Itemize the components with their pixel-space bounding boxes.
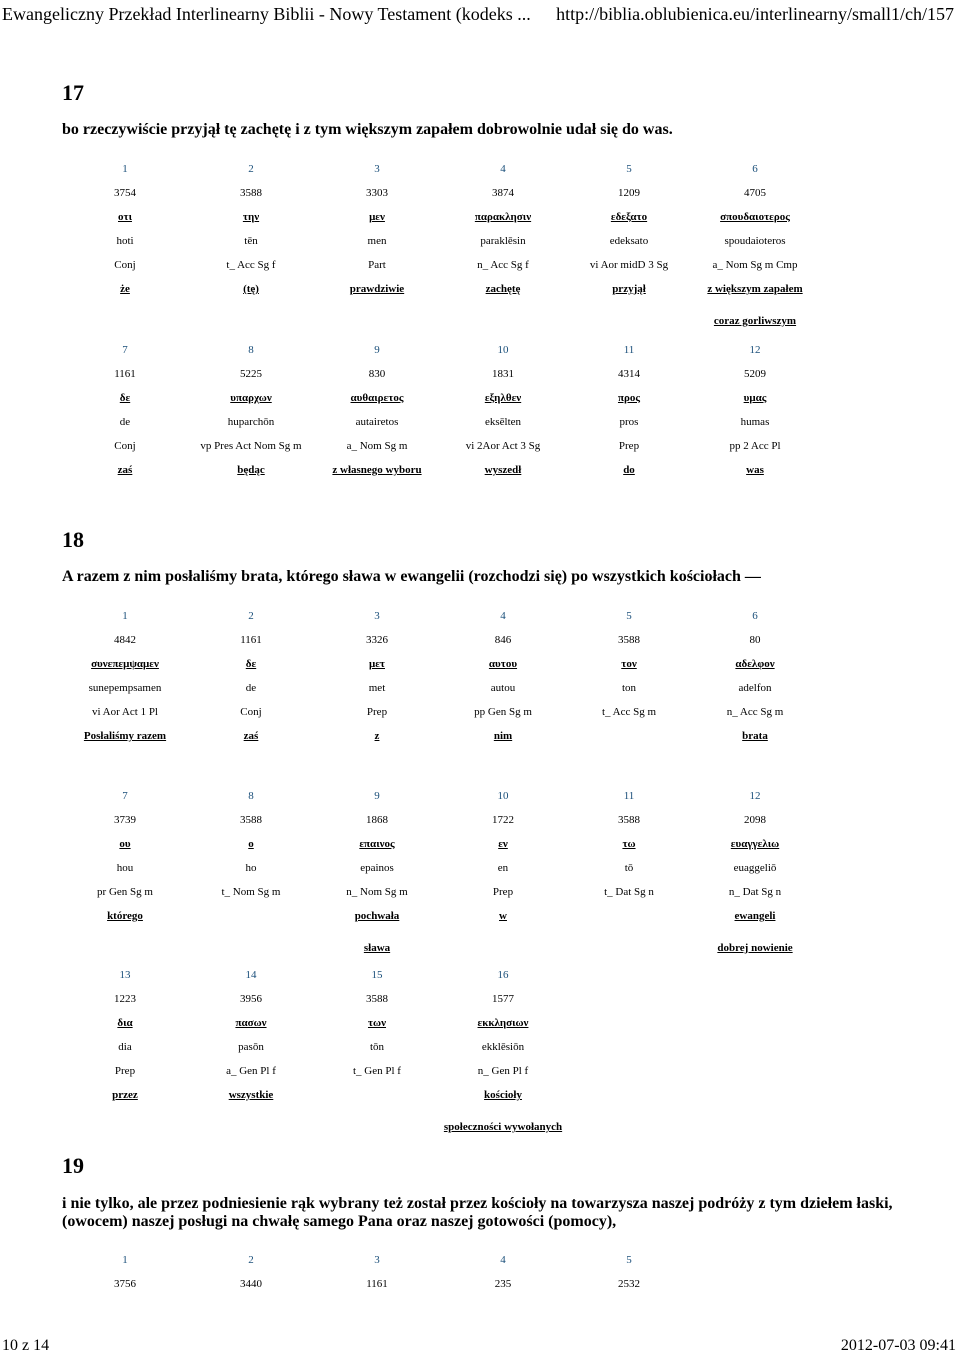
greek-word-row	[62, 832, 818, 856]
strong-number: 1868	[366, 814, 388, 826]
transliteration-row	[62, 1035, 818, 1059]
word-index: 2	[248, 610, 254, 622]
morphology: Conj	[114, 259, 136, 271]
polish-word-link[interactable]: w	[499, 910, 507, 922]
page-header-title: Ewangeliczny Przekład Interlinearny Biblii - Nowy Testament (kodeks ...	[2, 4, 531, 24]
morphology: t_ Nom Sg m	[221, 886, 281, 898]
morphology: Conj	[240, 706, 262, 718]
transliteration: de	[119, 416, 131, 428]
transliteration: humas	[740, 416, 770, 428]
polish-word-link[interactable]: wszystkie	[228, 1089, 274, 1101]
transliteration: men	[367, 235, 387, 247]
transliteration: ekklēsiōn	[481, 1041, 525, 1053]
strong-number: 3588	[240, 814, 262, 826]
greek-word-row	[62, 386, 818, 410]
transliteration: en	[497, 862, 509, 874]
morphology: a_ Nom Sg m Cmp	[712, 259, 798, 271]
word-index: 11	[623, 344, 635, 356]
interlinear-group	[62, 963, 818, 1139]
greek-word-link[interactable]: τω	[622, 838, 636, 850]
transliteration: sunepempsamen	[88, 682, 162, 694]
morphology: Conj	[114, 440, 136, 452]
greek-word-link[interactable]: υπαρχων	[230, 392, 272, 404]
word-index: 13	[119, 969, 131, 981]
word-index: 5	[626, 1254, 632, 1266]
page-header-url[interactable]: http://biblia.oblubienica.eu/interlinearny/small1/ch/157	[556, 4, 954, 24]
polish-word-link[interactable]: kościoły	[484, 1089, 522, 1101]
polish-word-link[interactable]: wyszedł	[484, 464, 522, 476]
morphology: vi Aor midD 3 Sg	[589, 259, 669, 271]
polish-word-link[interactable]: (tę)	[243, 283, 259, 295]
strong-number: 3874	[492, 187, 514, 199]
greek-word-link[interactable]: αυθαιρετος	[350, 392, 404, 404]
word-index: 8	[248, 344, 254, 356]
morphology: pp Gen Sg m	[474, 706, 532, 718]
transliteration: adelfon	[738, 682, 772, 694]
transliteration-row	[62, 410, 818, 434]
greek-word-link[interactable]: δια	[117, 1017, 133, 1029]
strong-number: 3754	[114, 187, 136, 199]
strong-number: 1161	[114, 368, 136, 380]
greek-word-link[interactable]: εδεξατο	[610, 211, 648, 223]
strong-number: 1223	[114, 993, 136, 1005]
interlinear-group	[62, 1248, 818, 1296]
word-index-row	[62, 1248, 818, 1272]
word-index: 4	[500, 610, 506, 622]
greek-word-link[interactable]: ο	[248, 838, 254, 850]
transliteration: ho	[245, 862, 257, 874]
interlinear-group	[62, 784, 818, 960]
strong-number: 1209	[618, 187, 640, 199]
strong-number: 3588	[366, 993, 388, 1005]
strong-number-row	[62, 628, 818, 652]
morphology: Prep	[366, 706, 388, 718]
word-index: 1	[122, 1254, 128, 1266]
polish-translation-row	[62, 277, 818, 301]
transliteration: dia	[118, 1041, 132, 1053]
polish-word-link[interactable]: że	[120, 283, 130, 295]
word-index: 5	[626, 163, 632, 175]
alternative-translation-row	[62, 309, 818, 333]
transliteration: pasōn	[238, 1041, 264, 1053]
verse-text: bo rzeczywiście przyjął tę zachętę i z tym większym zapałem dobrowolnie udał się do was.	[62, 121, 673, 138]
strong-number: 235	[494, 1278, 512, 1290]
morphology: pp 2 Acc Pl	[729, 440, 781, 452]
greek-word-link[interactable]: παρακλησιν	[474, 211, 532, 223]
word-index: 12	[749, 790, 761, 802]
strong-number: 5209	[744, 368, 766, 380]
morphology: t_ Gen Pl f	[353, 1065, 401, 1077]
alternative-translation-row	[62, 936, 818, 960]
greek-word-link[interactable]: ου	[119, 838, 131, 850]
morphology: a_ Nom Sg m	[346, 440, 408, 452]
greek-word-link[interactable]: τον	[621, 658, 637, 670]
word-index-row	[62, 963, 818, 987]
morphology-row	[62, 880, 818, 904]
greek-word-link[interactable]: οτι	[118, 211, 132, 223]
polish-word-link[interactable]: pochwała	[354, 910, 400, 922]
transliteration-row	[62, 229, 818, 253]
strong-number: 3756	[114, 1278, 136, 1290]
word-index: 3	[374, 1254, 380, 1266]
polish-word-link[interactable]: będąc	[237, 464, 265, 476]
interlinear-group	[62, 338, 818, 482]
word-index: 15	[371, 969, 383, 981]
polish-word-link[interactable]: was	[746, 464, 764, 476]
word-index: 2	[248, 1254, 254, 1266]
polish-word-link[interactable]: brata	[742, 730, 768, 742]
word-index-row	[62, 784, 818, 808]
strong-number: 3440	[240, 1278, 262, 1290]
polish-translation-row	[62, 904, 818, 928]
transliteration: epainos	[360, 862, 394, 874]
strong-number: 3588	[618, 634, 640, 646]
transliteration: tēn	[244, 235, 258, 247]
word-index: 11	[623, 790, 635, 802]
transliteration: autairetos	[355, 416, 399, 428]
transliteration: eksēlten	[484, 416, 522, 428]
greek-word-row	[62, 205, 818, 229]
word-index: 9	[374, 344, 380, 356]
alt-translation[interactable]: coraz gorliwszym	[713, 315, 797, 327]
word-index: 6	[752, 163, 758, 175]
greek-word-row	[62, 1011, 818, 1035]
transliteration: euaggeliō	[733, 862, 777, 874]
polish-word-link[interactable]: do	[623, 464, 635, 476]
morphology-row	[62, 700, 818, 724]
polish-word-link[interactable]: z większym zapałem	[707, 283, 803, 295]
word-index: 3	[374, 610, 380, 622]
word-index: 14	[245, 969, 257, 981]
greek-word-link[interactable]: συνεπεμψαμεν	[91, 658, 159, 670]
strong-number: 1722	[492, 814, 514, 826]
greek-word-link[interactable]: αυτου	[488, 658, 518, 670]
morphology: n_ Nom Sg m	[346, 886, 408, 898]
morphology-row	[62, 253, 818, 277]
greek-word-link[interactable]: υμας	[743, 392, 767, 404]
verse-number: 18	[62, 527, 84, 552]
strong-number: 3956	[240, 993, 262, 1005]
strong-number-row	[62, 987, 818, 1011]
greek-word-link[interactable]: πασων	[235, 1017, 267, 1029]
strong-number-row	[62, 1272, 818, 1296]
polish-translation-row	[62, 724, 818, 748]
strong-number: 1161	[366, 1278, 388, 1290]
morphology: pr Gen Sg m	[97, 886, 153, 898]
transliteration-row	[62, 676, 818, 700]
transliteration: de	[245, 682, 257, 694]
greek-word-link[interactable]: την	[242, 211, 260, 223]
transliteration: hou	[116, 862, 134, 874]
greek-word-row	[62, 652, 818, 676]
strong-number: 4314	[618, 368, 640, 380]
transliteration: tō	[624, 862, 634, 874]
word-index: 10	[497, 344, 509, 356]
polish-word-link[interactable]: zaś	[117, 464, 133, 476]
strong-number: 3326	[366, 634, 388, 646]
word-index-row	[62, 157, 818, 181]
morphology: n_ Dat Sg n	[728, 886, 782, 898]
interlinear-group	[62, 157, 818, 333]
word-index-row	[62, 604, 818, 628]
polish-word-link[interactable]: zachętę	[485, 283, 521, 295]
polish-translation-row	[62, 1083, 818, 1107]
word-index: 4	[500, 1254, 506, 1266]
print-timestamp: 2012-07-03 09:41	[840, 1337, 956, 1354]
polish-word-link[interactable]: przyjął	[612, 283, 646, 295]
strong-number-row	[62, 181, 818, 205]
strong-number: 3303	[366, 187, 388, 199]
transliteration: edeksato	[609, 235, 649, 247]
polish-word-link[interactable]: którego	[107, 910, 143, 922]
strong-number: 1577	[492, 993, 514, 1005]
polish-word-link[interactable]: ewangeli	[734, 910, 776, 922]
greek-word-link[interactable]: επαινος	[359, 838, 395, 850]
morphology: t_ Acc Sg f	[226, 259, 276, 271]
greek-word-link[interactable]: δε	[119, 392, 131, 404]
word-index: 1	[122, 610, 128, 622]
alternative-translation-row	[62, 1115, 818, 1139]
greek-word-link[interactable]: δε	[245, 658, 257, 670]
transliteration: met	[368, 682, 386, 694]
transliteration: pros	[619, 416, 639, 428]
transliteration: tōn	[369, 1041, 385, 1053]
strong-number: 3588	[618, 814, 640, 826]
polish-word-link[interactable]: z własnego wyboru	[332, 464, 422, 476]
greek-word-link[interactable]: εν	[498, 838, 508, 850]
word-index: 16	[497, 969, 509, 981]
morphology: vi Aor Act 1 Pl	[91, 706, 158, 718]
transliteration: hoti	[116, 235, 134, 247]
verse-number: 19	[62, 1153, 84, 1178]
morphology: Prep	[114, 1065, 136, 1077]
word-index: 9	[374, 790, 380, 802]
word-index: 8	[248, 790, 254, 802]
interlinear-group	[62, 604, 818, 748]
polish-word-link[interactable]: nim	[493, 730, 513, 742]
morphology: Prep	[618, 440, 640, 452]
word-index: 4	[500, 163, 506, 175]
strong-number-row	[62, 362, 818, 386]
strong-number: 2098	[744, 814, 766, 826]
morphology: a_ Gen Pl f	[226, 1065, 276, 1077]
word-index: 7	[122, 790, 128, 802]
transliteration-row	[62, 856, 818, 880]
strong-number: 5225	[240, 368, 262, 380]
greek-word-link[interactable]: εκκλησιων	[477, 1017, 529, 1029]
strong-number: 2532	[618, 1278, 640, 1290]
polish-translation-row	[62, 458, 818, 482]
strong-number: 1831	[492, 368, 514, 380]
strong-number: 4705	[744, 187, 766, 199]
alt-translation[interactable]: dobrej nowienie	[717, 942, 793, 954]
morphology-row	[62, 434, 818, 458]
morphology: Prep	[492, 886, 514, 898]
transliteration: autou	[490, 682, 516, 694]
greek-word-link[interactable]: μεν	[369, 211, 385, 223]
transliteration: ton	[621, 682, 637, 694]
strong-number: 80	[749, 634, 761, 646]
word-index-row	[62, 338, 818, 362]
alt-translation[interactable]: społeczności wywołanych	[443, 1121, 563, 1133]
verse-text: i nie tylko, ale przez podniesienie rąk wybrany też został przez kościoły na towarzysza naszej podróży z tym dziełem łaski, (owocem) naszej posługi na chwałę samego Pana oraz naszej gotowości (pomocy),	[62, 1195, 893, 1230]
polish-word-link[interactable]: z	[374, 730, 380, 742]
word-index: 12	[749, 344, 761, 356]
morphology: vi 2Aor Act 3 Sg	[465, 440, 541, 452]
polish-word-link[interactable]: Posłaliśmy razem	[83, 730, 167, 742]
word-index: 2	[248, 163, 254, 175]
morphology: Part	[368, 259, 386, 271]
greek-word-link[interactable]: σπουδαιοτερος	[720, 211, 790, 223]
polish-word-link[interactable]: przez	[112, 1089, 138, 1101]
word-index: 6	[752, 610, 758, 622]
word-index: 7	[122, 344, 128, 356]
greek-word-link[interactable]: μετ	[368, 658, 385, 670]
strong-number-row	[62, 808, 818, 832]
word-index: 1	[122, 163, 128, 175]
strong-number: 830	[368, 368, 386, 380]
strong-number: 3739	[114, 814, 136, 826]
morphology: t_ Dat Sg n	[604, 886, 654, 898]
greek-word-link[interactable]: των	[367, 1017, 387, 1029]
greek-word-link[interactable]: αδελφον	[735, 658, 775, 670]
page-counter: 10 z 14	[2, 1337, 50, 1354]
greek-word-link[interactable]: εξηλθεν	[484, 392, 522, 404]
morphology: vp Pres Act Nom Sg m	[200, 440, 302, 452]
polish-word-link[interactable]: prawdziwie	[349, 283, 405, 295]
greek-word-link[interactable]: ευαγγελιω	[730, 838, 780, 850]
morphology: t_ Acc Sg m	[601, 706, 657, 718]
greek-word-link[interactable]: προς	[617, 392, 641, 404]
strong-number: 4842	[114, 634, 136, 646]
word-index: 10	[497, 790, 509, 802]
verse-text: A razem z nim posłaliśmy brata, którego sława w ewangelii (rozchodzi się) po wszystkich kościołach —	[62, 568, 761, 585]
morphology: n_ Acc Sg f	[477, 259, 529, 271]
polish-word-link[interactable]: zaś	[243, 730, 259, 742]
verse-number: 17	[62, 80, 84, 105]
transliteration: paraklēsin	[480, 235, 526, 247]
word-index: 3	[374, 163, 380, 175]
strong-number: 3588	[240, 187, 262, 199]
transliteration: spoudaioteros	[724, 235, 786, 247]
morphology: n_ Acc Sg m	[726, 706, 784, 718]
word-index: 5	[626, 610, 632, 622]
morphology: n_ Gen Pl f	[477, 1065, 529, 1077]
transliteration: huparchōn	[227, 416, 275, 428]
strong-number: 1161	[240, 634, 262, 646]
strong-number: 846	[494, 634, 512, 646]
morphology-row	[62, 1059, 818, 1083]
alt-translation[interactable]: sława	[363, 942, 391, 954]
